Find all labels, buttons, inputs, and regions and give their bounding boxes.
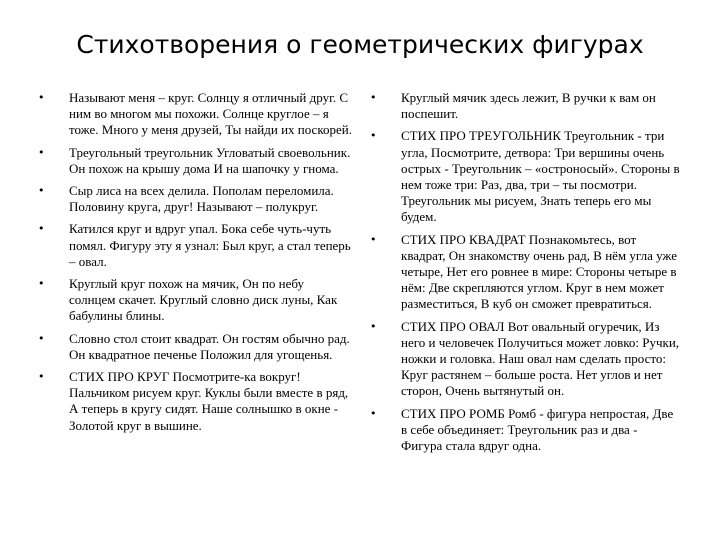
- bullet-icon: •: [38, 277, 45, 291]
- list-item: [370, 128, 680, 225]
- list-item: [38, 276, 352, 325]
- right-poem-list: [370, 90, 680, 460]
- poem-text: Сыр лиса на всех делила. Пополам переломила. Половину круга, друг! Называют – полукруг.: [69, 183, 334, 215]
- bullet-icon: •: [38, 145, 45, 159]
- list-item: [370, 319, 680, 400]
- list-item: [38, 183, 352, 215]
- poem-text: Словно стол стоит квадрат. Он гостям обычно рад. Он квадратное печенье Положил для угощенья.: [69, 330, 350, 362]
- poem-text: Круглый круг похож на мячик, Он по небу солнцем скачет. Круглый словно диск луны, Как бабулины блины.: [69, 276, 338, 324]
- list-item: [38, 331, 352, 363]
- bullet-icon: •: [38, 184, 45, 198]
- list-item: [38, 369, 352, 434]
- bullet-icon: •: [370, 319, 377, 333]
- list-item: [370, 90, 680, 122]
- poem-text: Треугольный треугольник Угловатый своевольник. Он похож на крышу дома И на шапочку у гнома.: [69, 144, 351, 176]
- poem-text: СТИХ ПРО КРУГ Посмотрите-ка вокруг! Пальчиком рисуем круг. Куклы были вместе в ряд, А теперь в кругу сидят. Наше солнышко в окне - Золотой круг в вышине.: [69, 369, 349, 433]
- poem-text: СТИХ ПРО ОВАЛ Вот овальный огуречик, Из него и человечек Получиться может ловко: Ручки, ножки и головка. Наш овал нам сделать просто: Круг растянем – больше роста. Нет углов и нет сторон, Очень вытянутый он.: [401, 318, 680, 399]
- list-item: [370, 232, 680, 313]
- poem-text: Катился круг и вдруг упал. Бока себе чуть-чуть помял. Фигуру эту я узнал: Был круг, а стал теперь – овал.: [69, 221, 351, 269]
- bullet-icon: •: [370, 91, 377, 104]
- left-poem-list: [38, 90, 352, 440]
- list-item: [38, 221, 352, 270]
- poem-text: Круглый мячик здесь лежит, В ручки к вам он поспешит.: [401, 90, 656, 122]
- list-item: [38, 90, 352, 139]
- bullet-icon: •: [370, 232, 377, 246]
- list-item: [38, 145, 352, 177]
- bullet-icon: •: [38, 222, 45, 236]
- slide-title: Стихотворения о геометрических фигурах: [76, 30, 644, 59]
- poem-text: Называют меня – круг. Солнцу я отличный друг. С ним во многом мы похожи. Солнце круглое – я тоже. Много у меня друзей, Ты найди их поскорей.: [69, 90, 352, 138]
- bullet-icon: •: [370, 129, 377, 143]
- poem-text: СТИХ ПРО КВАДРАТ Познакомьтесь, вот квадрат, Он знакомству очень рад, В нём угла уже четыре, Нет его ровнее в мире: Стороны четыре в нём: Две скрепляются углом. Круг в нем может разместиться, В куб он сможет превратиться.: [401, 231, 677, 312]
- bullet-icon: •: [38, 331, 45, 345]
- bullet-icon: •: [38, 91, 45, 104]
- bullet-icon: •: [370, 406, 377, 420]
- poem-text: СТИХ ПРО ТРЕУГОЛЬНИК Треугольник - три угла, Посмотрите, детвора: Три вершины очень острых - Треугольник – «остроносый». Стороны в нем тоже три: Раз, два, три – ты посмотри. Треугольник мы рисуем, Знать теперь его мы будем.: [401, 128, 680, 225]
- bullet-icon: •: [38, 370, 45, 384]
- poem-text: СТИХ ПРО РОМБ Ромб - фигура непростая, Две в себе объединяет: Треугольник раз и два - Фигура стала вдруг одна.: [401, 405, 674, 454]
- list-item: [370, 406, 680, 455]
